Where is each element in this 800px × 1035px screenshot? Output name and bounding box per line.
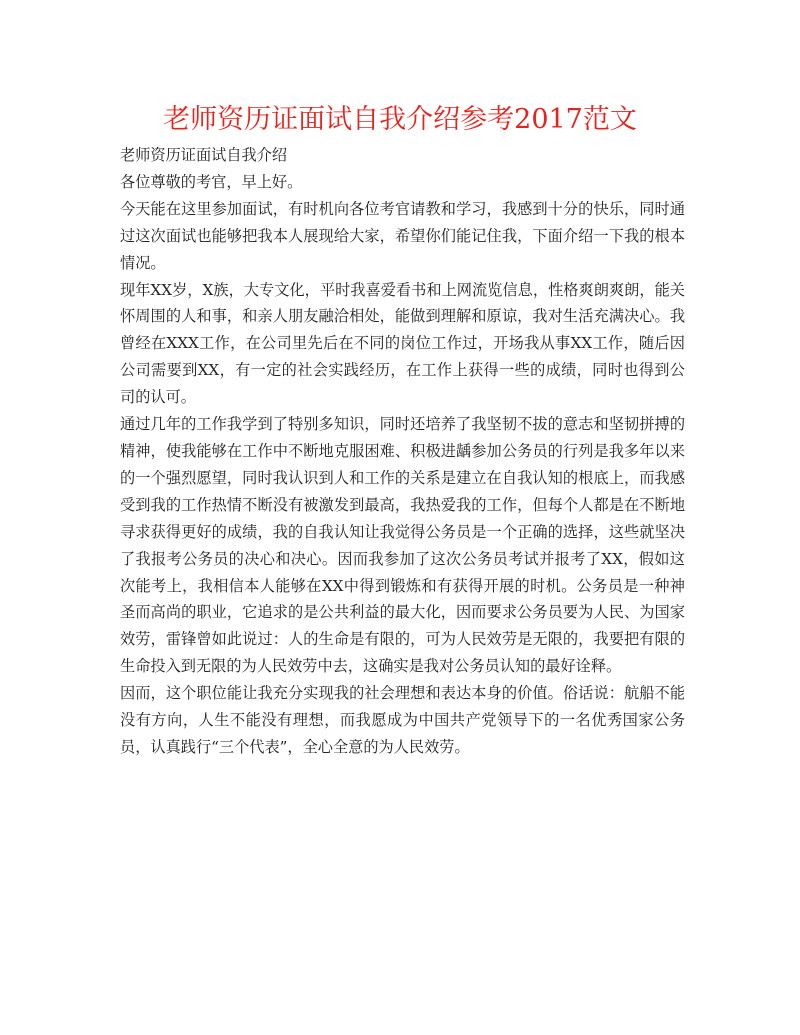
paragraph-greeting: 各位尊敬的考官，早上好。 xyxy=(120,172,303,191)
paragraph-background: 现年XX岁，X族，大专文化，平时我喜爱看书和上网流览信息，性格爽朗爽朗，能关怀周围的人和事，和亲人朋友融洽相处，能做到理解和原谅，我对生活充满决心。我曾经在XXX工作，在公司里先后在不同的岗位工作过，开场我从事XX工作，随后因公司需要到XX，有一定的社会实践经历，在工作上获得一些的成绩，同时也得到公司的认可。 xyxy=(120,280,685,407)
document-body xyxy=(120,142,685,761)
paragraph-subtitle: 老师资历证面试自我介绍 xyxy=(120,146,288,164)
document-title: 老师资历证面试自我介绍参考2017范文 xyxy=(163,104,637,135)
paragraph-motivation: 通过几年的工作我学到了特别多知识，同时还培养了我坚韧不拔的意志和坚韧拼搏的精神，使我能够在工作中不断地克服困难、积极进龋参加公务员的行列是我多年以来的一个强烈愿望，同时我认识到人和工作的关系是建立在自我认知的根底上，而我感受到我的工作热情不断没有被激发到最高，我热爱我的工作，但每个人都是在不断地寻求获得更好的成绩，我的自我认知让我觉得公务员是一个正确的选择，这些就坚决了我报考公务员的决心和决心。因而我参加了这次公务员考试并报考了XX，假如这次能考上，我相信本人能够在XX中得到锻炼和有获得开展的时机。公务员是一种神圣而高尚的职业，它追求的是公共利益的最大化，因而要求公务员要为人民、为国家效劳，雷锋曾如此说过：人的生命是有限的，可为人民效劳是无限的，我要把有限的生命投入到无限的为人民效劳中去，这确实是我对公务员认知的最好诠释。 xyxy=(120,415,685,676)
paragraph-intro: 今天能在这里参加面试，有时机向各位考官请教和学习，我感到十分的快乐，同时通过这次面试也能够把我本人展现给大家，希望你们能记住我，下面介绍一下我的根本情况。 xyxy=(120,199,685,272)
paragraph-conclusion: 因而，这个职位能让我充分实现我的社会理想和表达本身的价值。俗话说：航船不能没有方向，人生不能没有理想，而我愿成为中国共产党领导下的一名优秀国家公务员，认真践行“三个代表”，全心全意的为人民效劳。 xyxy=(120,684,685,756)
